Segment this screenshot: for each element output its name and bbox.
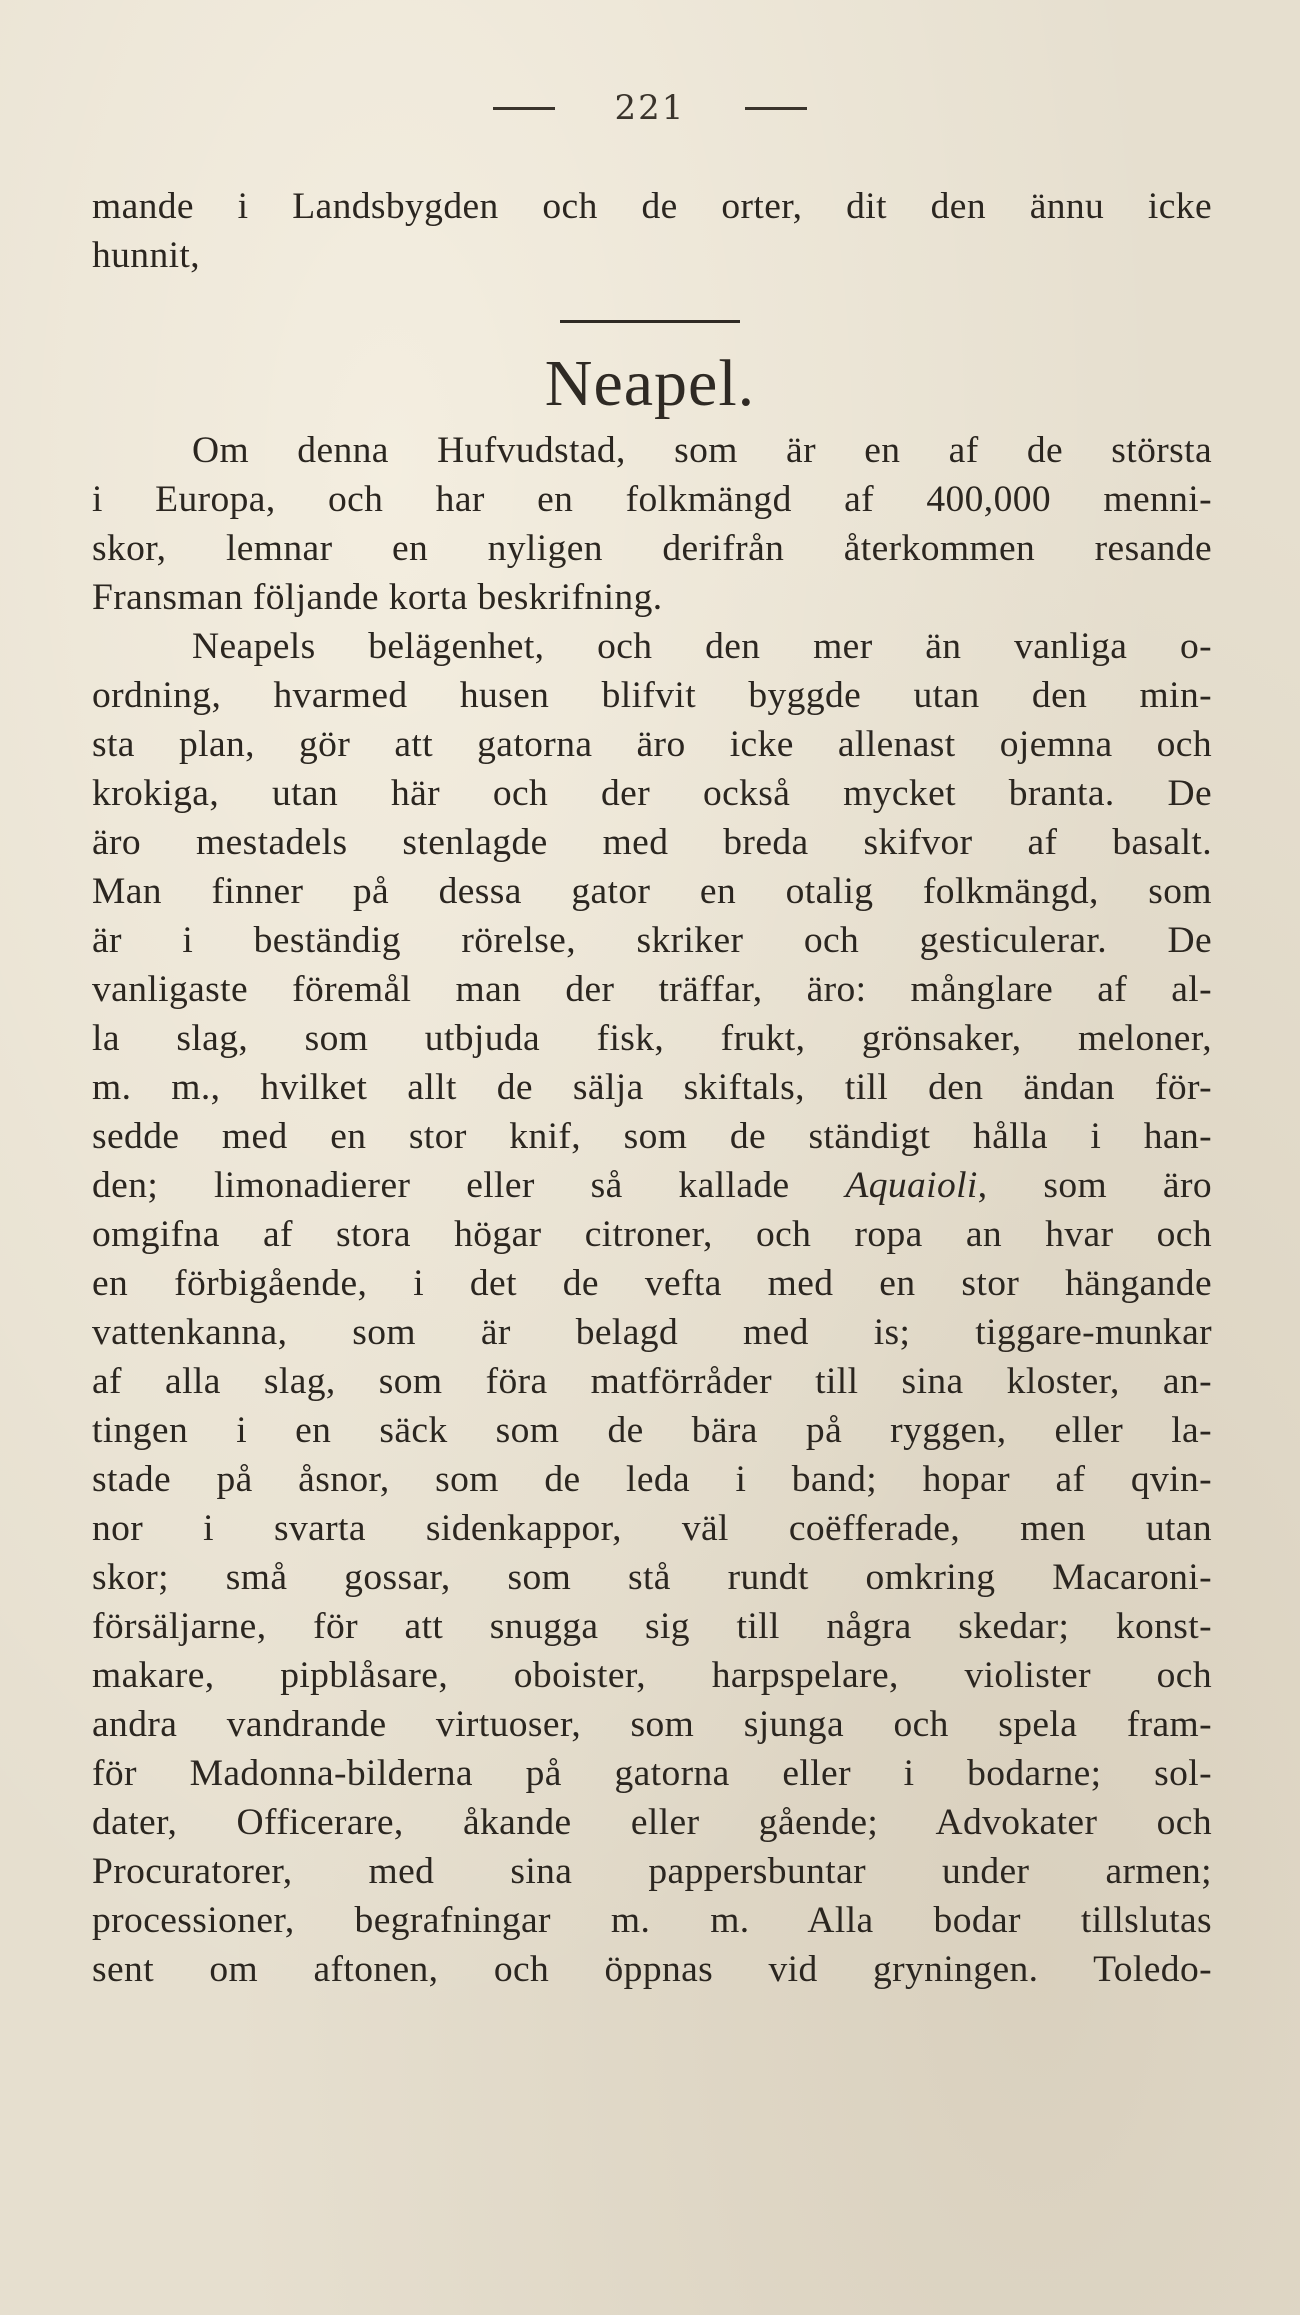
text-line: makare, pipblåsare, oboister, harpspelare, violister och [92,1655,1212,1696]
italic-term: Aquaioli [845,1165,978,1206]
text-line: m. m., hvilket allt de sälja skiftals, till den ändan för- [92,1067,1212,1108]
text-line: äro mestadels stenlagde med breda skifvor af basalt. [92,822,1212,863]
text-line: ordning, hvarmed husen blifvit byggde utan den min- [92,675,1212,716]
text-line: sta plan, gör att gatorna äro icke allenast ojemna och [92,724,1212,765]
text-line: försäljarne, för att snugga sig till några skedar; konst- [92,1606,1212,1647]
header-dash-left [493,107,555,110]
header-dash-right [745,107,807,110]
text-line: nor i svarta sidenkappor, väl coëfferade, men utan [92,1508,1212,1549]
continuation-text [92,182,1212,280]
text-line: är i beständig rörelse, skriker och gesticulerar. De [92,920,1212,961]
text-line: la slag, som utbjuda fisk, frukt, grönsaker, meloner, [92,1018,1212,1059]
text-line: en förbigående, i det de vefta med en stor hängande [92,1263,1212,1304]
section-divider [560,320,740,323]
page-number: 221 [614,88,686,128]
text-line: mande i Landsbygden och de orter, dit den ännu icke [92,186,1212,227]
text-line: Man finner på dessa gator en otalig folkmängd, som [92,871,1212,912]
text-line: skor; små gossar, som stå rundt omkring Macaroni- [92,1557,1212,1598]
text-line: hunnit, [92,235,201,276]
text-line: dater, Officerare, åkande eller gående; Advokater och [92,1802,1212,1843]
text-line: i Europa, och har en folkmängd af 400,000 menni- [92,479,1212,520]
page-header [0,88,1300,128]
text-line: Neapels belägenhet, och den mer än vanliga o- [192,626,1212,667]
text-line: krokiga, utan här och der också mycket branta. De [92,773,1212,814]
text-line: processioner, begrafningar m. m. Alla bodar tillslutas [92,1900,1212,1941]
text-line: vanligaste föremål man der träffar, äro: månglare af al- [92,969,1212,1010]
text-line: vattenkanna, som är belagd med is; tiggare-munkar [92,1312,1212,1353]
text-line: sent om aftonen, och öppnas vid gryningen. Toledo- [92,1949,1212,1990]
text-line: Procuratorer, med sina pappersbuntar under armen; [92,1851,1212,1892]
section-heading: Neapel. [544,347,756,420]
text-line: skor, lemnar en nyligen derifrån återkommen resande [92,528,1212,569]
text-line: den; limonadierer eller så kallade Aquaioli, som äro [92,1165,1212,1206]
text-line: andra vandrande virtuoser, som sjunga och spela fram- [92,1704,1212,1745]
article-body [92,426,1212,1994]
text-line: omgifna af stora högar citroner, och ropa an hvar och [92,1214,1212,1255]
text-line: Om denna Hufvudstad, som är en af de största [192,430,1212,471]
text-line: sedde med en stor knif, som de ständigt hålla i han- [92,1116,1212,1157]
text-line: Fransman följande korta beskrifning. [92,577,663,618]
text-line: af alla slag, som föra matförråder till sina kloster, an- [92,1361,1212,1402]
text-line: stade på åsnor, som de leda i band; hopar af qvin- [92,1459,1212,1500]
text-line: för Madonna-bilderna på gatorna eller i bodarne; sol- [92,1753,1212,1794]
text-line: tingen i en säck som de bära på ryggen, eller la- [92,1410,1212,1451]
